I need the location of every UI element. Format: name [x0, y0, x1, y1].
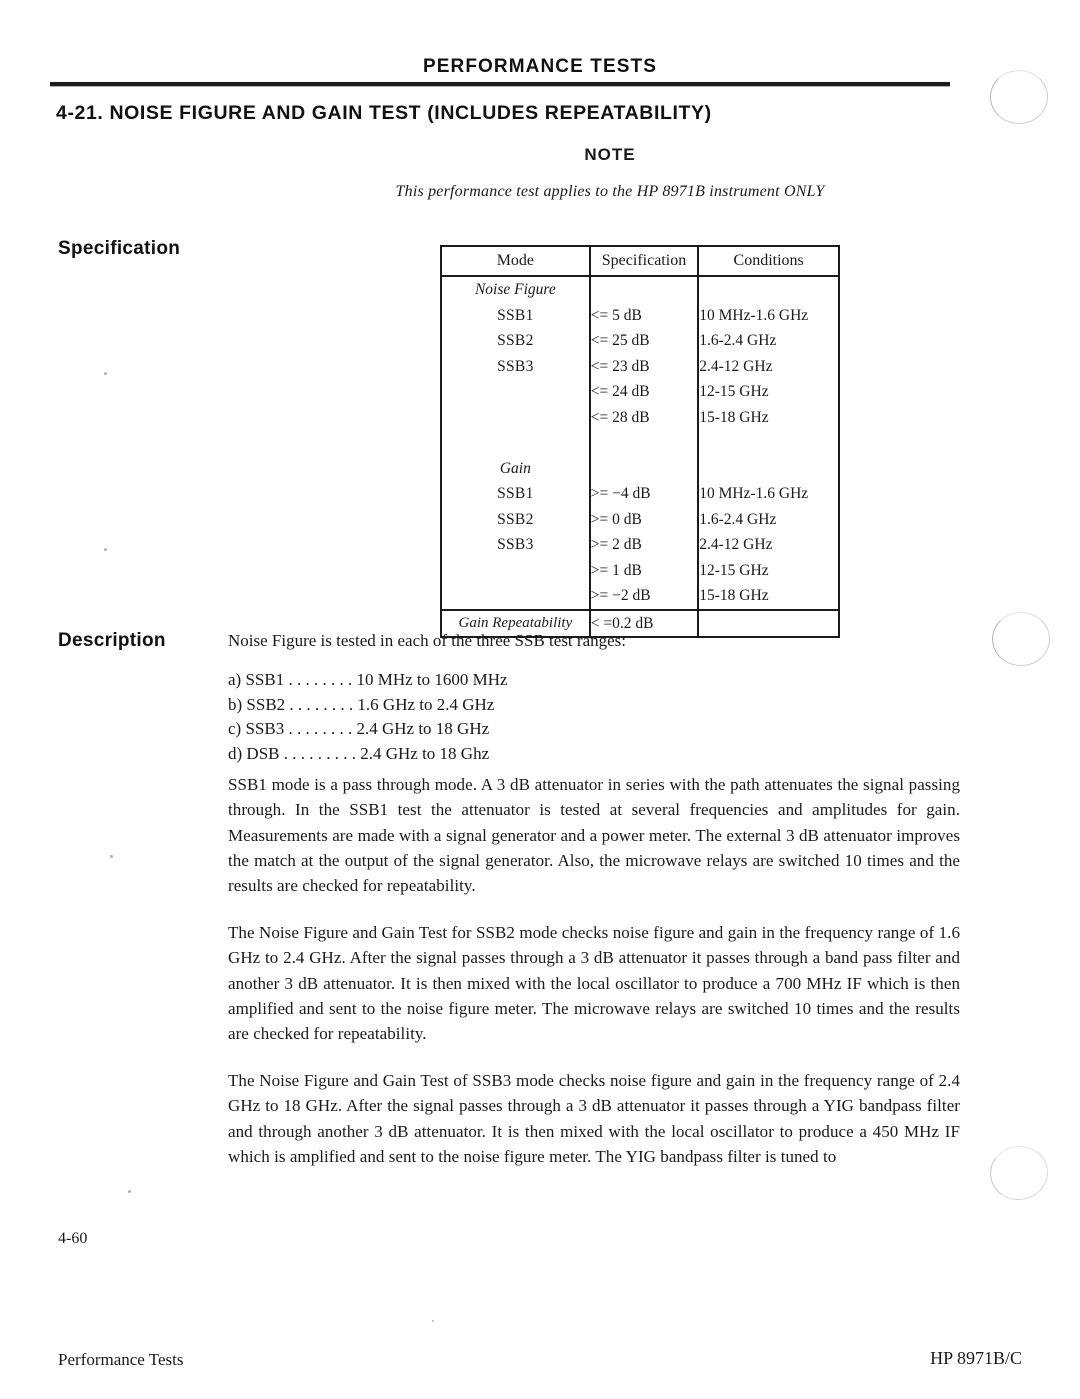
cell-specification: >= 2 dB — [590, 532, 699, 558]
cell-conditions: 15-18 GHz — [699, 408, 769, 426]
scan-speck — [104, 548, 107, 551]
note-text: This performance test applies to the HP 8971B instrument ONLY — [395, 183, 825, 200]
note-heading: NOTE — [584, 145, 636, 164]
specification-table — [440, 245, 840, 638]
cell-specification: <= 5 dB — [590, 303, 699, 329]
punch-hole-artifact-icon — [990, 70, 1048, 124]
column-header-mode: Mode — [441, 246, 590, 276]
table-row — [441, 481, 839, 507]
empty-cell — [590, 276, 699, 303]
running-head: PERFORMANCE TESTS — [422, 56, 658, 77]
cell-specification: >= 0 dB — [590, 507, 699, 533]
list-item — [228, 742, 508, 767]
cell-conditions: 10 MHz-1.6 GHz — [699, 306, 809, 324]
range-label: c) SSB3 . . . . . . . . — [228, 719, 353, 738]
cell-conditions: 2.4-12 GHz — [699, 536, 773, 553]
cell-mode: Gain Repeatability — [441, 610, 590, 638]
cell-mode: SSB2 — [441, 328, 590, 354]
footer-left-text: Performance Tests — [58, 1350, 184, 1369]
cell-specification: < =0.2 dB — [590, 610, 699, 638]
cell-mode: SSB3 — [441, 532, 590, 558]
list-item — [228, 693, 508, 718]
scan-speck — [432, 1320, 434, 1322]
range-label: a) SSB1 . . . . . . . . — [228, 670, 353, 689]
cell-mode — [441, 405, 590, 431]
cell-specification: <= 25 dB — [590, 328, 699, 354]
cell-conditions: 12-15 GHz — [699, 383, 769, 400]
table-row — [441, 583, 839, 610]
section-title: 4-21. NOISE FIGURE AND GAIN TEST (INCLUDES REPEATABILITY) — [56, 102, 712, 124]
empty-cell — [441, 430, 590, 456]
cell-mode: SSB2 — [441, 507, 590, 533]
body-paragraph: SSB1 mode is a pass through mode. A 3 dB attenuator in series with the path attenuates the signal passing through. In the SSB1 test the attenuator is tested at several frequencies and amplitudes for gain. Measurements are made with a signal generator and a power meter. The external 3 dB attenuator improves the match at the output of the signal generator. Also, the microwave relays are switched 10 times and the results are checked for repeatability. — [228, 775, 960, 896]
empty-cell — [698, 456, 839, 482]
empty-cell — [698, 430, 839, 456]
table-group-row — [441, 456, 839, 482]
range-label: d) DSB . . . . . . . . . — [228, 743, 356, 763]
cell-specification: <= 24 dB — [590, 379, 699, 405]
scan-speck — [128, 1190, 131, 1193]
cell-mode — [441, 558, 590, 584]
empty-cell — [590, 430, 699, 456]
cell-specification: >= 1 dB — [590, 558, 699, 584]
footer-right-text: HP 8971B/C — [930, 1348, 1022, 1368]
cell-conditions: 1.6-2.4 GHz — [699, 332, 777, 349]
body-paragraph: The Noise Figure and Gain Test for SSB2 mode checks noise figure and gain in the frequency range of 1.6 GHz to 2.4 GHz. After the signal passes through a 3 dB attenuator it passes through a band pass filter and another 3 dB attenuator. It is then mixed with the local oscillator to produce a 700 MHz IF which is then amplified and sent to the noise figure meter. The microwave relays are switched 10 times and the results are checked for repeatability. — [228, 923, 960, 1044]
scan-speck — [104, 372, 107, 375]
cell-specification: <= 28 dB — [590, 405, 699, 431]
table-row — [441, 328, 839, 354]
table-row — [441, 507, 839, 533]
cell-conditions: 12-15 GHz — [699, 561, 769, 579]
table-row — [441, 354, 839, 380]
list-item — [228, 717, 508, 742]
cell-mode: SSB1 — [441, 303, 590, 329]
group-name-gain: Gain — [441, 456, 590, 482]
table-row — [441, 379, 839, 405]
empty-cell — [698, 276, 839, 303]
punch-hole-artifact-icon — [987, 1142, 1052, 1204]
table-row — [441, 532, 839, 558]
table-group-row — [441, 276, 839, 303]
table-body — [441, 276, 839, 637]
cell-mode — [441, 379, 590, 405]
range-value: 2.4 GHz to 18 Ghz — [360, 743, 490, 763]
description-lead-text: Noise Figure is tested in each of the three SSB test ranges: — [228, 631, 626, 650]
cell-specification: >= −4 dB — [590, 481, 699, 507]
cell-conditions: 15-18 GHz — [699, 587, 769, 604]
cell-specification: >= −2 dB — [590, 583, 699, 610]
cell-conditions: 2.4-12 GHz — [699, 357, 773, 375]
punch-hole-artifact-icon — [992, 612, 1050, 666]
test-range-list — [228, 668, 508, 766]
list-item — [228, 668, 508, 693]
scan-speck — [110, 855, 113, 858]
cell-mode: SSB3 — [441, 354, 590, 380]
table-row — [441, 303, 839, 329]
specification-label: Specification — [58, 238, 181, 259]
description-label: Description — [58, 630, 166, 651]
table-row — [441, 558, 839, 584]
cell-conditions: 10 MHz-1.6 GHz — [699, 485, 809, 502]
specification-table-wrapper — [440, 245, 840, 638]
range-value: 1.6 GHz to 2.4 GHz — [357, 694, 495, 714]
cell-mode: SSB1 — [441, 481, 590, 507]
cell-conditions: 1.6-2.4 GHz — [699, 510, 777, 528]
table-header-row — [441, 246, 839, 276]
cell-mode — [441, 583, 590, 610]
header-rule — [50, 82, 950, 86]
column-header-conditions: Conditions — [698, 246, 839, 276]
range-label: b) SSB2 . . . . . . . . — [228, 694, 354, 714]
table-row — [441, 405, 839, 431]
cell-specification: <= 23 dB — [590, 354, 699, 380]
column-header-specification: Specification — [590, 246, 699, 276]
range-value: 10 MHz to 1600 MHz — [356, 670, 508, 689]
empty-cell — [590, 456, 699, 482]
body-paragraph: The Noise Figure and Gain Test of SSB3 mode checks noise figure and gain in the frequency range of 2.4 GHz to 18 GHz. After the signal passes through a 3 dB attenuator it passes through a YIG bandpass filter and through another 3 dB attenuator. It is then mixed with the local oscillator to produce a 450 MHz IF which is amplified and sent to the noise figure meter. The YIG bandpass filter is tuned to — [228, 1071, 960, 1166]
table-spacer-row — [441, 430, 839, 456]
group-name-noise-figure: Noise Figure — [441, 276, 590, 303]
range-value: 2.4 GHz to 18 GHz — [356, 719, 490, 738]
page-number: 4-60 — [58, 1230, 88, 1247]
table-head — [441, 246, 839, 276]
